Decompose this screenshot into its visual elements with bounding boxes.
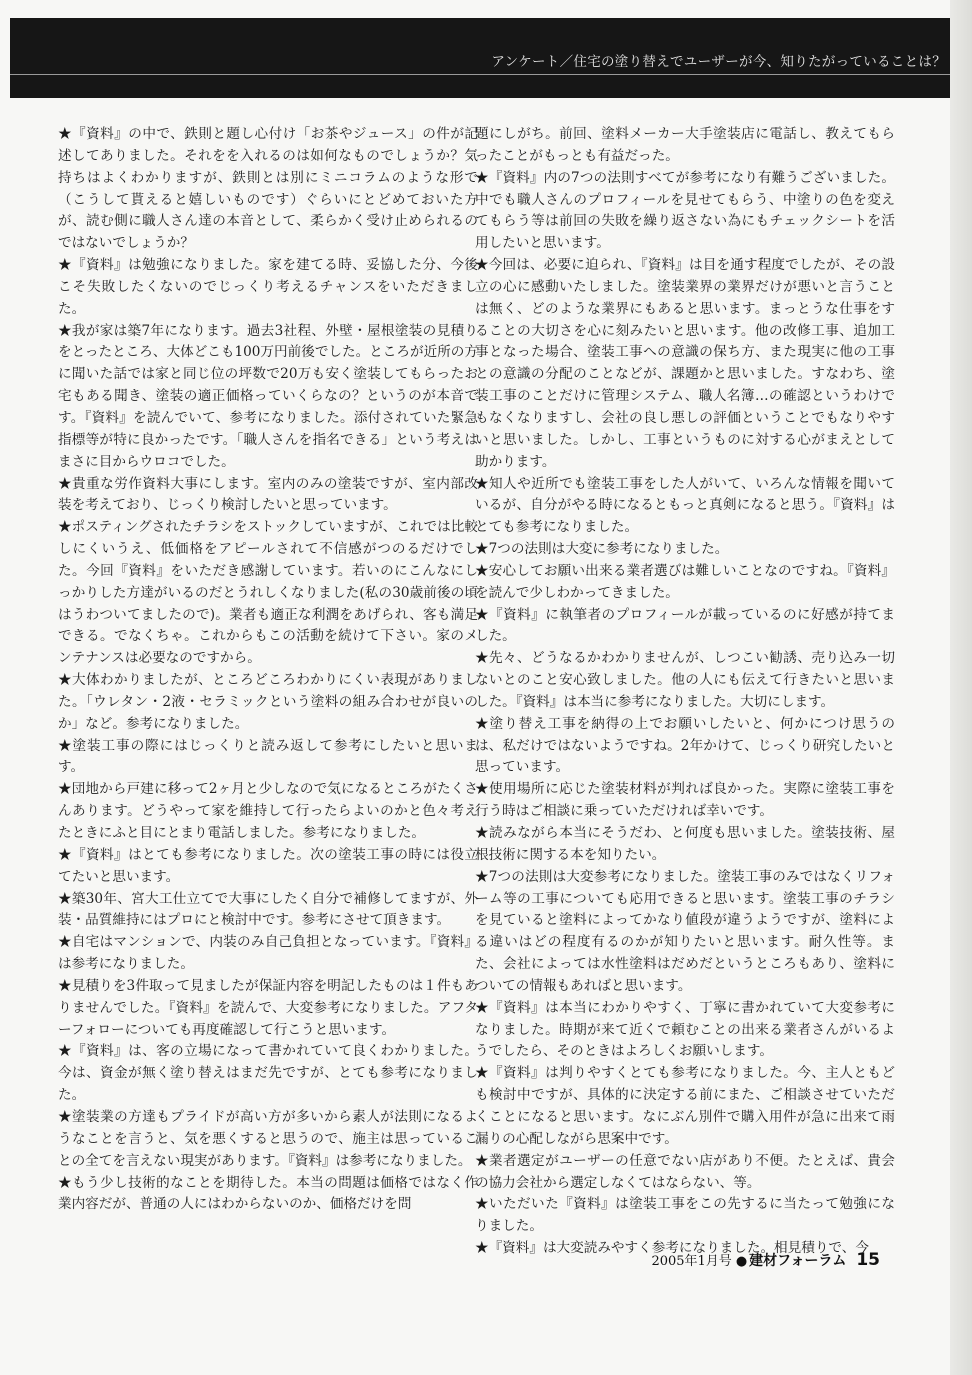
comment-paragraph: 題にしがち。前回、塗料メーカー大手塗装店に電話し、教えてもらったことがもっとも有益だった。 [475, 126, 895, 164]
comment-paragraph: ★今回は、必要に迫られ、『資料』は目を通す程度でしたが、その設立の心に感動いたしました。塗装業界の業界だけが悪いと言うことは無く、どのような業界にもあると思います。まっとうな仕事をすることの大切さを心に刻みたいと思います。他の改修工事、追加工事となった場合、塗装工事への意識の保ち方、また現実に他の工事との意識の分配のことなどが、課題かと思いました。すなわち、塗装工事のことだけに管理システム、職人名簿…の確認というわけでもなくなりますし、会社の良し悪しの評価ということでもなりやすいと思いました。しかし、工事というものに対する心がまえとして助かります。 [475, 257, 895, 470]
comment-paragraph: ★『資料』の中で、鉄則と題し心付け「お茶やジュース」の件が記述してありました。それをを入れるのは如何なものでしょうか？気持ちはよくわかりますが、鉄則とは別にミニコラムのような形で（こうして貰えると嬉しいものです）ぐらいにとどめておいた方が、読む側に職人さん達の本音として、柔らかく受け止められるのではないでしょうか？ [58, 126, 478, 252]
comment-paragraph: ★安心してお願い出来る業者選びは難しいことなのですね。『資料』を読んで少しわかってきました。 [475, 562, 895, 601]
comment-paragraph: ★団地から戸建に移って2ヶ月と少しなので気になるところがたくさんあります。どうやって家を維持して行ったらよいのかと色々考えたときにふと目にとまり電話しました。参考になりました。 [58, 781, 478, 841]
comment-paragraph: ★7つの法則は大変参考になりました。塗装工事のみではなくリフォーム等の工事についても応用できると思います。塗装工事のチラシを見ていると塗料によってかなり値段が違うようですが、塗料による違いはどの程度有るのかが知りたいと思います。耐久性等。また、会社によっては水性塗料はだめだというところもあり、塗料についての情報もあればと思います。 [475, 868, 895, 994]
comment-paragraph: ★『資料』は判りやすくとても参考になりました。今、主人ともども検討中ですが、具体的に決定する前にまた、ご相談させていただくことになると思います。なにぶん別件で購入用件が急に出来て雨漏りの心配しながら思案中です。 [475, 1065, 895, 1147]
bullet-icon: ● [735, 1254, 748, 1269]
comment-paragraph: ★先々、どうなるかわかりませんが、しつこい勧誘、売り込み一切ないとのこと安心致しました。他の人にも伝えて行きたいと思いました。『資料』は本当に参考になりました。大切にします。 [475, 650, 895, 710]
page-edge [950, 0, 972, 1375]
comment-paragraph: ★もう少し技術的なことを期待した。本当の問題は価格ではなく作業内容だが、普通の人にはわからないのか、価格だけを問 [58, 1174, 478, 1213]
comment-paragraph: ★業者選定がユーザーの任意でない店があり不便。たとえば、貴会の協力会社から選定しなくてはならない、等。 [475, 1152, 895, 1191]
comment-paragraph: ★いただいた『資料』は塗装工事をこの先するに当たって勉強になりました。 [475, 1196, 895, 1235]
comment-paragraph: ★我が家は築7年になります。過去3社程、外壁・屋根塗装の見積りをとったところ、大体どこも100万円前後でした。ところが近所の方に聞いた話では家と同じ位の坪数で20万も安く塗装してもらったお宅もある聞き、塗装の適正価格っていくらなの？というのが本音です。『資料』を読んでいて、参考になりました。添付されていた緊急指標等が特に良かったです。「職人さんを指名できる」という考えはまさに目からウロコでした。 [58, 322, 478, 470]
comment-paragraph: ★塗装工事の際にはじっくりと読み返して参考にしたいと思います。 [58, 737, 478, 776]
right-column [475, 124, 895, 1260]
comment-paragraph: ★貴重な労作資料大事にします。室内のみの塗装ですが、室内部改装を考えており、じっくり検討したいと思っています。 [58, 475, 478, 514]
comment-paragraph: ★大体わかりましたが、ところどころわかりにくい表現がありました。「ウレタン・2液・セラミックという塗料の組み合わせが良いのか」など。参考になりました。 [58, 672, 478, 732]
comment-paragraph: ★塗装業の方達もプライドが高い方が多いから素人が法則になるようなことを言うと、気を悪くすると思うので、施主は思っていることの全てを言えない現実があります。『資料』は参考になりました。 [58, 1108, 478, 1169]
comment-paragraph: ★築30年、宮大工仕立てで大事にしたく自分で補修してますが、外装・品質維持にはプロにと検討中です。参考にさせて頂きます。 [58, 890, 478, 929]
comment-paragraph: ★読みながら本当にそうだわ、と何度も思いました。塗装技術、屋根技術に関する本を知りたい。 [475, 825, 895, 863]
comment-paragraph: ★『資料』は本当にわかりやすく、丁寧に書かれていて大変参考になりました。時期が来て近くで頼むことの出来る業者さんがいるようでしたら、そのときはよろしくお願いします。 [475, 999, 895, 1060]
magazine-name: 建材フォーラム [749, 1253, 847, 1269]
comment-paragraph: ★『資料』に執筆者のプロフィールが載っているのに好感が持てました。 [475, 606, 895, 645]
comment-paragraph: ★知人や近所でも塗装工事をした人がいて、いろんな情報を聞いているが、自分がやる時になるともっと真剣になると思う。『資料』はとても参考になりました。 [475, 475, 895, 536]
comment-paragraph: ★7つの法則は大変に参考になりました。 [475, 541, 729, 558]
comment-paragraph: ★『資料』は勉強になりました。家を建てる時、妥協した分、今後こそ失敗したくないのでじっくり考えるチャンスをいただきました。 [58, 257, 478, 317]
comment-paragraph: ★見積りを3件取って見ましたが保証内容を明記したものは１件もありませんでした。『資料』を読んで、大変参考になりました。アフターフォローについても再度確認して行こうと思います。 [58, 977, 478, 1038]
comment-paragraph: ★塗り替え工事を納得の上でお願いしたいと、何かにつけ思うのは、私だけではないようですね。2年かけて、じっくり研究したいと思っています。 [475, 715, 895, 776]
header-rule [10, 74, 960, 75]
page-footer [600, 1250, 880, 1274]
comment-paragraph: ★ポスティングされたチラシをストックしていますが、これでは比較しにくいうえ、低価格をアピールされて不信感がつのるだけでした。今回『資料』をいただき感謝しています。若いのにこんなにしっかりした方達がいるのだとうれしくなりました(私の30歳前後の頃はうわついてましたので)。業者も適正な利潤をあげられ、客も満足できる。でなくちゃ。これからもこの活動を続けて下さい。家のメンテナンスは必要なのですから。 [58, 519, 478, 667]
left-column [58, 124, 478, 1216]
comment-paragraph: ★使用場所に応じた塗装材料が判れば良かった。実際に塗装工事を行う時はご相談に乗っていただければ幸いです。 [475, 781, 895, 820]
comment-paragraph: ★自宅はマンションで、内装のみ自己負担となっています。『資料』は参考になりました。 [58, 934, 478, 973]
comment-paragraph: ★『資料』は、客の立場になって書かれていて良くわかりました。今は、資金が無く塗り替えはまだ先ですが、とても参考になりました。 [58, 1043, 478, 1104]
comment-paragraph: ★『資料』は大変読みやすく参考になりました。相見積りで、今 [475, 1240, 869, 1257]
comment-paragraph: ★『資料』はとても参考になりました。次の塗装工事の時には役立てたいと思います。 [58, 846, 478, 885]
page-number: 15 [856, 1250, 880, 1270]
issue-date: 2005年1月号 [651, 1254, 732, 1269]
page-title: アンケート／住宅の塗り替えでユーザーが今、知りたがっていることは？ [491, 54, 946, 70]
comment-paragraph: ★『資料』内の7つの法則すべてが参考になり有難うございました。中でも職人さんのプロフィールを見せてもらう、中塗りの色を変えてもらう等は前回の失敗を繰り返さない為にもチェックシートを活用したいと思います。 [475, 169, 895, 252]
